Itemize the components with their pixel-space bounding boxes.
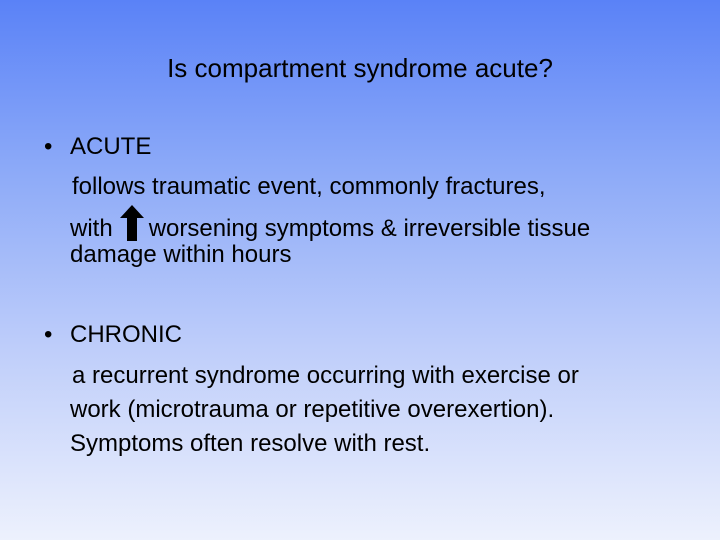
bullet-marker: • (44, 321, 53, 348)
acute-line-2-before: with (70, 215, 113, 242)
chronic-line-3: Symptoms often resolve with rest. (70, 430, 431, 457)
acute-line-1: follows traumatic event, commonly fractures, (72, 173, 546, 200)
bullet-marker: • (44, 133, 53, 160)
slide-title: Is compartment syndrome acute? (167, 53, 553, 83)
acute-line-2-after: worsening symptoms & irreversible tissue (148, 215, 591, 242)
bullet-heading-acute: ACUTE (70, 133, 152, 160)
chronic-line-2: work (microtrauma or repetitive overexertion). (70, 396, 555, 423)
acute-line-3: damage within hours (70, 241, 292, 268)
bullet-heading-chronic: CHRONIC (70, 321, 182, 348)
chronic-line-1: a recurrent syndrome occurring with exercise or (72, 362, 579, 389)
